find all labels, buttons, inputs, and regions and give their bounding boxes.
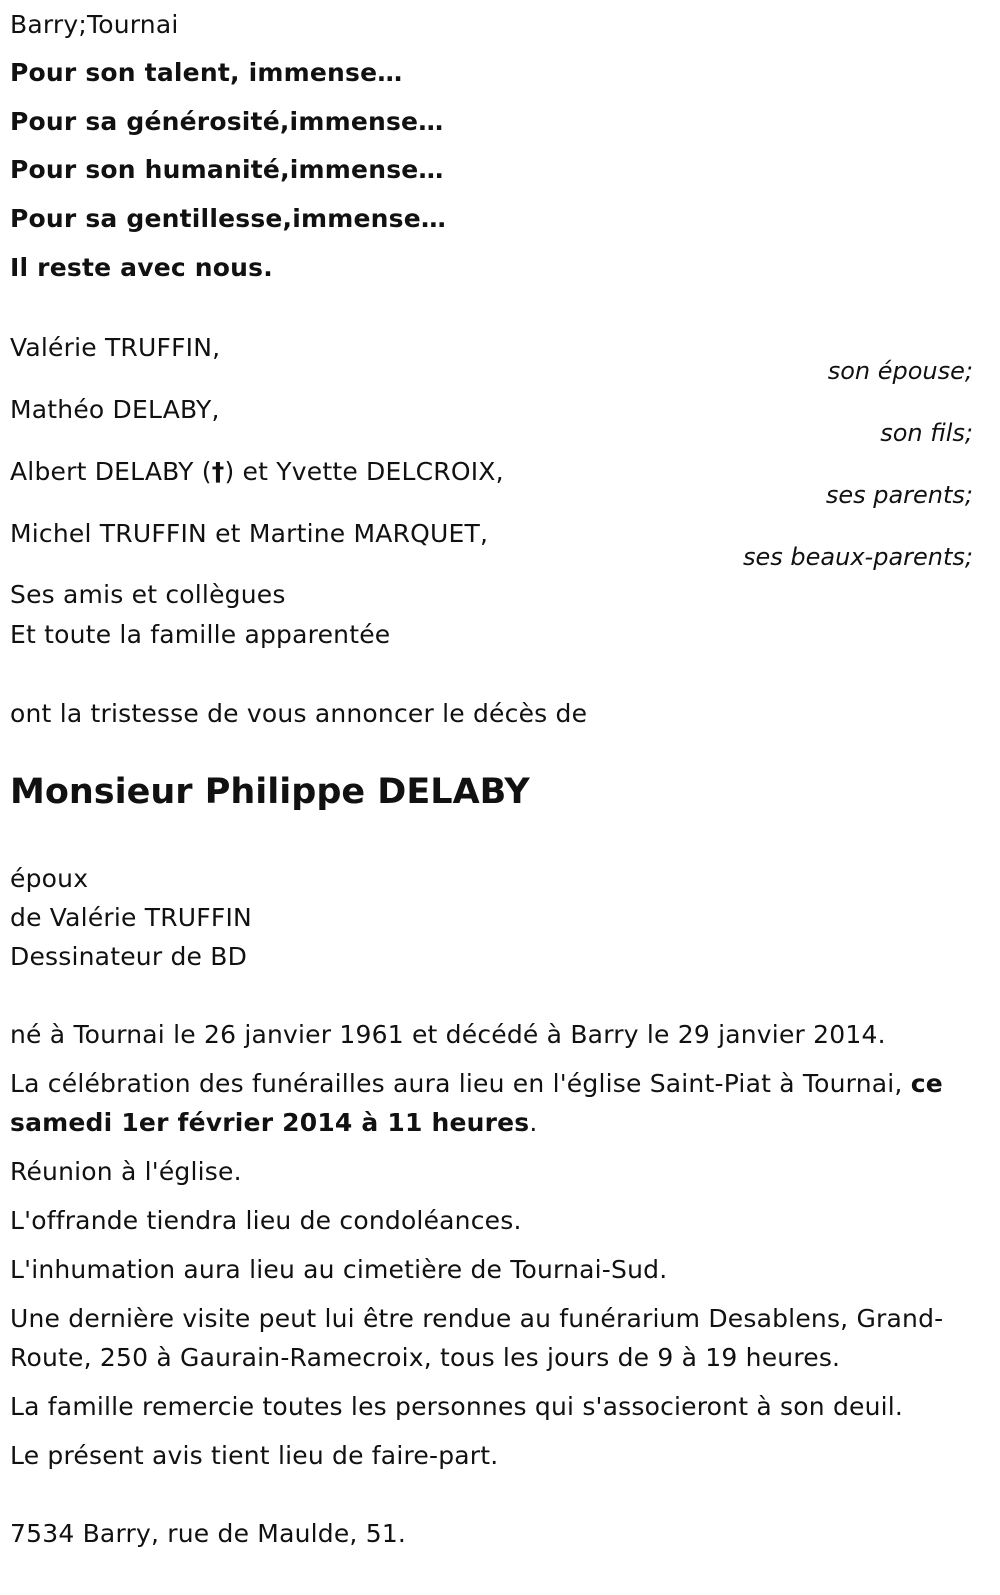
ceremony-text: La célébration des funérailles aura lieu en l'église Saint-Piat à Tournai,	[10, 1069, 911, 1098]
burial-text: L'inhumation aura lieu au cimetière de Tournai-Sud.	[10, 1255, 668, 1284]
family-member-name: Mathéo DELABY,	[10, 395, 220, 424]
visit-text-line2: Route, 250 à Gaurain-Ramecroix, tous les jours de 9 à 19 heures.	[10, 1343, 841, 1372]
ceremony-text-line1	[10, 1069, 943, 1099]
tribute-line: Pour sa générosité,immense…	[10, 107, 444, 136]
others-line: Ses amis et collègues	[10, 580, 286, 609]
announcement-text: ont la tristesse de vous annoncer le décès de	[10, 699, 588, 728]
detail-line: époux	[10, 864, 89, 893]
family-member-relation: son épouse;	[827, 357, 973, 385]
name-after: ) et Yvette DELCROIX,	[224, 457, 504, 486]
notice-text: Le présent avis tient lieu de faire-part.	[10, 1441, 499, 1470]
detail-line: Dessinateur de BD	[10, 942, 248, 971]
meeting-text: Réunion à l'église.	[10, 1157, 242, 1186]
offering-text: L'offrande tiendra lieu de condoléances.	[10, 1206, 522, 1235]
family-member-relation: son fils;	[880, 419, 973, 447]
ceremony-end: .	[529, 1108, 538, 1137]
birth-death-text: né à Tournai le 26 janvier 1961 et décédé à Barry le 29 janvier 2014.	[10, 1020, 886, 1049]
ceremony-date-bold: ce	[910, 1069, 943, 1098]
deceased-name: Monsieur Philippe DELABY	[10, 772, 530, 812]
others-line: Et toute la famille apparentée	[10, 620, 391, 649]
family-member-relation: ses beaux-parents;	[743, 543, 973, 571]
ceremony-text-line2	[10, 1108, 538, 1138]
family-member-name: Valérie TRUFFIN,	[10, 333, 221, 362]
ceremony-date-bold: samedi 1er février 2014 à 11 heures	[10, 1108, 530, 1137]
address-text: 7534 Barry, rue de Maulde, 51.	[10, 1519, 407, 1548]
family-member-name: Michel TRUFFIN et Martine MARQUET,	[10, 519, 489, 548]
family-member-name	[10, 457, 504, 487]
tribute-line: Pour sa gentillesse,immense…	[10, 204, 447, 233]
cross-icon: †	[211, 457, 225, 486]
tribute-line: Pour son talent, immense…	[10, 58, 403, 87]
header-place: Barry;Tournai	[10, 10, 179, 39]
family-member-relation: ses parents;	[825, 481, 973, 509]
thanks-text: La famille remercie toutes les personnes qui s'associeront à son deuil.	[10, 1392, 904, 1421]
tribute-line: Pour son humanité,immense…	[10, 155, 444, 184]
detail-line: de Valérie TRUFFIN	[10, 903, 252, 932]
tribute-line: Il reste avec nous.	[10, 253, 273, 282]
visit-text-line1: Une dernière visite peut lui être rendue au funérarium Desablens, Grand-	[10, 1304, 944, 1333]
name-before: Albert DELABY (	[10, 457, 212, 486]
